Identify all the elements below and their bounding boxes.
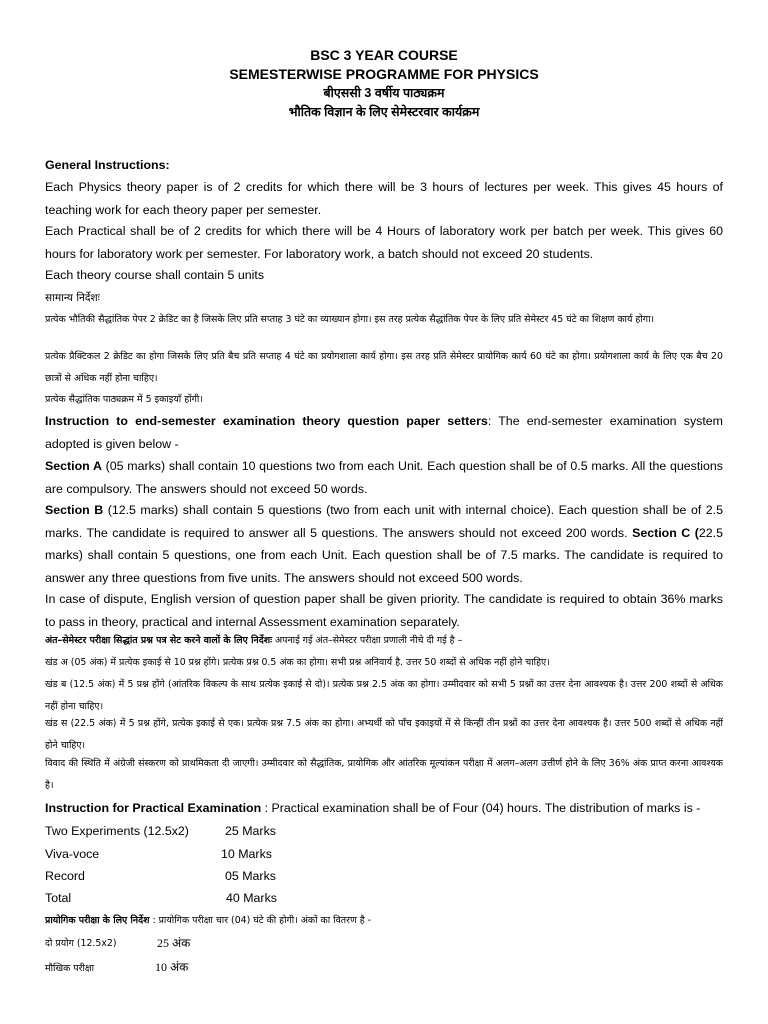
general-instruction-practical: Each Practical shall be of 2 credits for which there will be 4 Hours of laboratory work per batch per week. This gives 60 hours for laboratory work per semester. For laboratory work, a batch should not exceed 20 students. [45,224,723,261]
dispute-hindi: विवाद की स्थिति में अंग्रेजी संस्करण को प्राथमिकता दी जाएगी। उम्मीदवार को सैद्धांतिक, प्रायोगिक और आंतरिक मूल्यांकन परीक्षा में अलग–अलग उत्तीर्ण होने के लिए 36% अंक प्राप्त करना आवश्यक है। [45,758,723,791]
section-b-label: Section B [45,503,104,517]
programme-title-hindi: भौतिक विज्ञान के लिए सेमेस्टरवार कार्यक्रम [288,105,480,119]
marks-row-value: 25 Marks [225,824,276,838]
marks-row-value-hindi: 25 अंक [157,936,191,950]
section-b-text: (12.5 marks) shall contain 5 questions (two from each unit with internal choice). Each question shall be of 2.5 marks. The candidate is required to answer all 5 questions. The answers should not exceed 200 words. [45,503,723,540]
marks-row-hindi [45,935,117,953]
general-instruction-units-hindi: प्रत्येक सैद्धांतिक पाठ्यक्रम में 5 इकाइयाँ होंगी। [45,394,203,405]
marks-row-item: Record [45,869,85,883]
marks-row [45,822,276,840]
exam-instruction-paragraph [45,410,723,455]
general-instruction-units: Each theory course shall contain 5 units [45,268,265,282]
course-title-hindi: बीएससी 3 वर्षीय पाठ्यक्रम [323,86,445,100]
section-a-hindi: खंड अ (05 अंक) में प्रत्येक इकाई से 10 प्रश्न होंगे। प्रत्येक प्रश्न 0.5 अंक का होगा। सभी प्रश्न अनिवार्य है. उत्तर 50 शब्दों से अधिक नहीं होने चाहिए। [45,657,550,668]
exam-instruction-heading: Instruction to end-semester examination theory question paper setters [45,414,488,428]
marks-row-value: 05 Marks [225,869,276,883]
marks-row-item: Two Experiments (12.5x2) [45,824,189,838]
marks-row-item: Viva-voce [45,847,100,861]
programme-title: SEMESTERWISE PROGRAMME FOR PHYSICS [229,66,539,82]
marks-row-value-hindi-first [157,934,190,952]
marks-row-item-hindi: दो प्रयोग (12.5x2) [45,938,117,949]
general-instruction-practical-hindi: प्रत्येक प्रैक्टिकल 2 क्रेडिट का होगा जिसके लिए प्रति बैच प्रति सप्ताह 4 घंटे का प्रयोगशाला कार्य होगा। इस तरह प्रति सेमेस्टर प्रायोगिक कार्य 60 घंटे का होगा। प्रयोगशाला कार्य के लिए एक बैच 20 छात्रों से अधिक नहीं होना चाहिए। [45,351,723,384]
practical-instruction-paragraph-hindi [45,910,723,932]
practical-instruction-intro-hindi: : प्रायोगिक परीक्षा चार (04) घंटे की होगी। अंकों का वितरण है - [149,915,372,926]
exam-instruction-intro-hindi: अपनाई गई अंत–सेमेस्टर परीक्षा प्रणाली नीचे दी गई है – [271,635,463,646]
marks-row [45,867,276,885]
marks-row-item: Total [45,891,72,905]
dispute-paragraph: In case of dispute, English version of question paper shall be given priority. The candidate is required to obtain 36% marks to pass in theory, practical and internal Assessment examination separately. [45,592,723,629]
exam-instruction-intro: : The end-semester examination system adopted is given below - [45,414,723,451]
marks-row [45,845,272,863]
section-a-paragraph [45,455,723,500]
marks-row-item-hindi: मौखिक परीक्षा [45,963,95,974]
course-title: BSC 3 YEAR COURSE [310,47,458,63]
section-c-label: Section C ( [632,525,699,540]
section-c-text: 22.5 marks) shall contain 5 questions, one from each Unit. Each question shall be of 7.5 marks. The candidate is required to answer any three questions from five units. The answers should not exceed 500 words. [45,525,724,585]
marks-row-hindi [45,958,188,978]
general-instruction-theory: Each Physics theory paper is of 2 credits for which there will be 3 hours of lectures per week. This gives 45 hours of teaching work for each theory paper per semester. [45,180,723,217]
section-a-label: Section A [45,459,102,473]
general-instruction-theory-hindi: प्रत्येक भौतिकी सैद्धांतिक पेपर 2 क्रेडिट का है जिसके लिए प्रति सप्ताह 3 घंटे का व्याख्यान होगा। इस तरह प्रत्येक सैद्धांतिक पेपर के लिए प्रति सेमेस्टर 45 घंटे का शिक्षण कार्य होगा। [45,314,655,325]
practical-instruction-heading: Instruction for Practical Examination [45,801,262,815]
general-instructions-heading-hindi: सामान्य निर्देशः [45,292,100,304]
exam-instruction-heading-hindi: अंत–सेमेस्टर परीक्षा सिद्धांत प्रश्न पत्र सेट करने वालों के लिए निर्देशः [45,635,272,646]
general-instructions-heading: General Instructions: [45,158,170,172]
section-b-hindi: खंड ब (12.5 अंक) में 5 प्रश्न होंगे (आंतरिक विकल्प के साथ प्रत्येक इकाई से दो)। प्रत्येक प्रश्न 2.5 अंक का होगा। उम्मीदवार को सभी 5 प्रश्नों का उत्तर देना आवश्यक है। उत्तर 200 शब्दों से अधिक नहीं होना चाहिए। [45,679,723,712]
exam-instruction-paragraph-hindi [45,630,723,652]
marks-row-value-hindi: 10 अंक [155,960,189,974]
marks-row-value: 10 Marks [221,847,272,861]
section-c-hindi: खंड स (22.5 अंक) में 5 प्रश्न होंगे, प्रत्येक इकाई से एक। प्रत्येक प्रश्न 7.5 अंक का होगा। अभ्यर्थी को पाँच इकाइयों में से किन्हीं तीन प्रश्नों का उत्तर देना आवश्यक है। उत्तर 500 शब्दों से अधिक नहीं होने चाहिए। [45,718,723,751]
practical-instruction-heading-hindi: प्रायोगिक परीक्षा के लिए निर्देश [45,915,150,926]
marks-row-value: 40 Marks [226,891,277,905]
section-a-text: (05 marks) shall contain 10 questions two from each Unit. Each question shall be of 0.5 marks. All the questions are compulsory. The answers should not exceed 50 words. [45,459,723,496]
marks-row [45,889,277,907]
practical-instruction-intro: : Practical examination shall be of Four (04) hours. The distribution of marks is - [261,801,701,815]
practical-instruction-paragraph [45,797,723,820]
section-bc-paragraph [45,499,723,589]
